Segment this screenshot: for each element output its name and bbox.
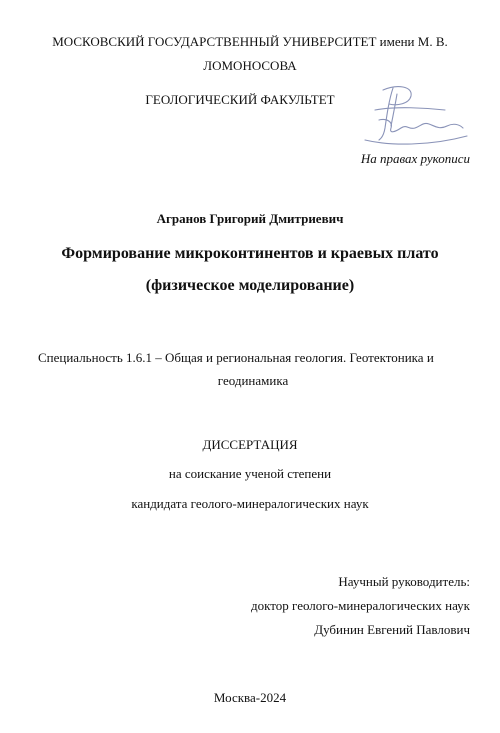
dissertation-title-line-2: (физическое моделирование) — [145, 277, 355, 294]
university-name-line-1: МОСКОВСКИЙ ГОСУДАРСТВЕННЫЙ УНИВЕРСИТЕТ имени М. В. — [52, 34, 448, 49]
manuscript-rights-note: На правах рукописи — [360, 151, 470, 166]
university-name-line-2: ЛОМОНОСОВА — [203, 58, 297, 73]
specialty-line-2: геодинамика — [217, 373, 289, 388]
advisor-role: Научный руководитель: — [338, 574, 470, 589]
author-name: Агранов Григорий Дмитриевич — [156, 211, 344, 226]
degree-line-2: кандидата геолого-минералогических наук — [131, 496, 369, 511]
specialty-line-1: Специальность 1.6.1 – Общая и региональная геология. Геотектоника и — [38, 350, 434, 365]
document-type: ДИССЕРТАЦИЯ — [202, 437, 298, 452]
advisor-name: Дубинин Евгений Павлович — [314, 622, 470, 637]
degree-line-1: на соискание ученой степени — [168, 466, 332, 481]
dissertation-title-line-1: Формирование микроконтинентов и краевых плато — [61, 245, 439, 262]
city-year: Москва-2024 — [213, 690, 287, 705]
advisor-degree: доктор геолого-минералогических наук — [251, 598, 470, 613]
faculty-name: ГЕОЛОГИЧЕСКИЙ ФАКУЛЬТЕТ — [145, 92, 335, 107]
specialty — [38, 346, 468, 392]
handwritten-signature — [335, 80, 475, 152]
